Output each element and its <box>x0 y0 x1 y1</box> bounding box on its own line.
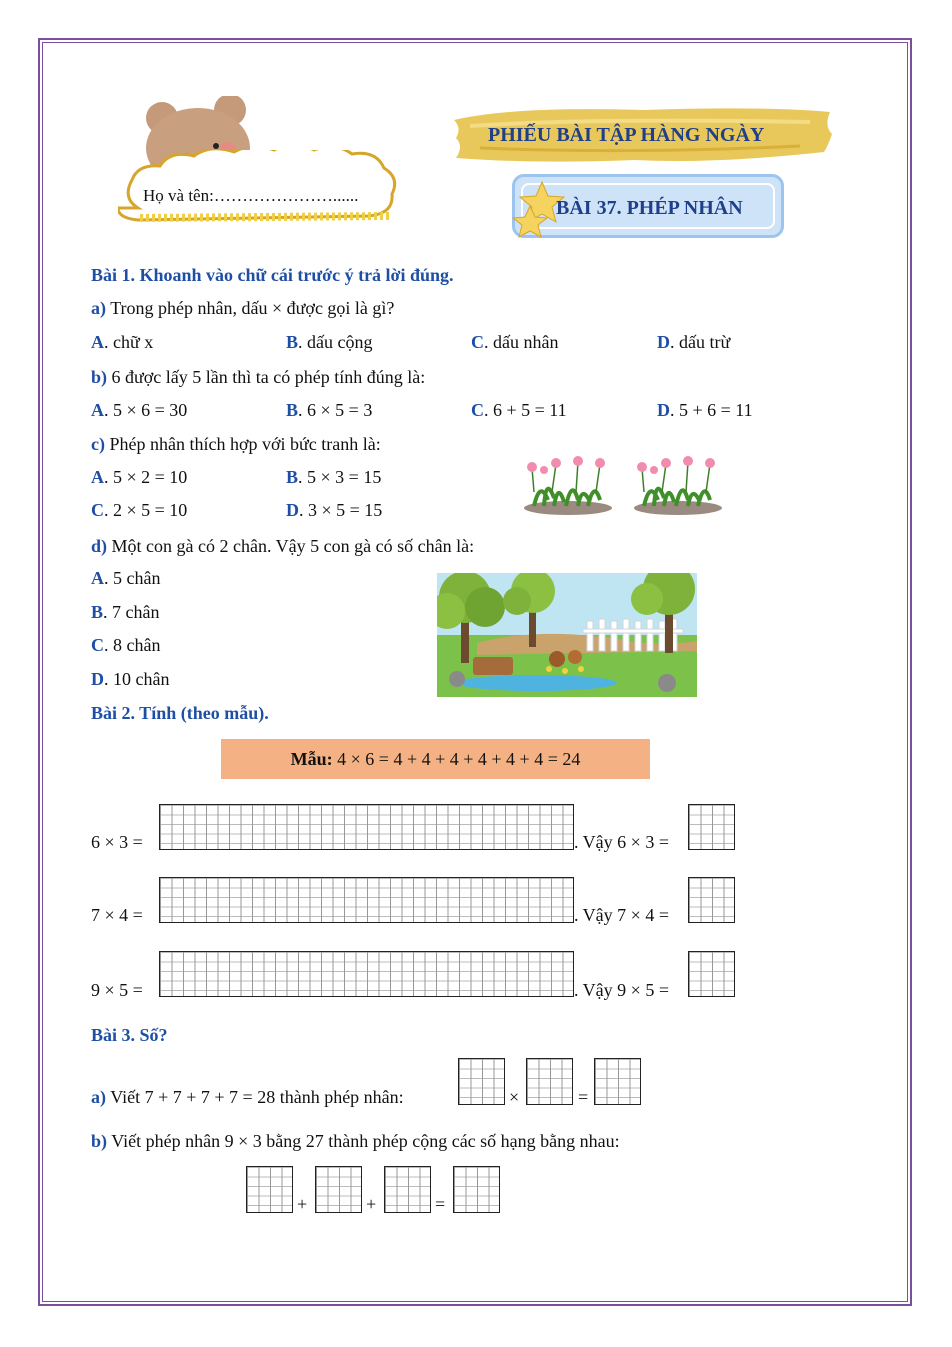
sample-box <box>221 739 650 779</box>
times-sign: × <box>509 1087 520 1107</box>
bai3-b-addend3-box[interactable] <box>384 1166 431 1213</box>
bai1-title: Bài 1. Khoanh vào chữ cái trước ý trả lời đúng. <box>91 265 454 285</box>
bai2-row1-result-box[interactable] <box>688 804 735 850</box>
plus-sign-2: + <box>366 1194 377 1214</box>
bai2-row2-suffix: . Vậy 7 × 4 = <box>574 905 669 925</box>
bai3-a-factor1-box[interactable] <box>458 1058 505 1105</box>
bai2-row1-expr: 6 × 3 = <box>91 832 143 852</box>
option-d-A[interactable]: A. 5 chân <box>91 568 161 588</box>
option-d-B[interactable]: B. 7 chân <box>91 602 160 622</box>
option-d-D[interactable]: D. 10 chân <box>91 669 170 689</box>
option-c-C[interactable]: C. 2 × 5 = 10 <box>91 500 188 520</box>
bai2-row2-result-box[interactable] <box>688 877 735 923</box>
question-d: d) Một con gà có 2 chân. Vậy 5 con gà có số chân là: <box>91 536 475 556</box>
plus-sign-1: + <box>297 1194 308 1214</box>
option-a-B[interactable]: B. dấu cộng <box>286 332 373 352</box>
bai2-row3-answer-grid[interactable] <box>159 951 574 997</box>
question-a: a) Trong phép nhân, dấu × được gọi là gì? <box>91 298 395 318</box>
option-b-D[interactable]: D. 5 + 6 = 11 <box>657 400 753 420</box>
bai2-row3-result-box[interactable] <box>688 951 735 997</box>
bai3-a-product-box[interactable] <box>594 1058 641 1105</box>
bai2-row2-answer-grid[interactable] <box>159 877 574 923</box>
farm-chickens-illustration <box>437 573 697 697</box>
bai3-b-addend2-box[interactable] <box>315 1166 362 1213</box>
question-b: b) 6 được lấy 5 lần thì ta có phép tính đúng là: <box>91 367 426 387</box>
option-a-C[interactable]: C. dấu nhân <box>471 332 559 352</box>
flower-pots-illustration <box>520 452 730 518</box>
sample-label: Mẫu: <box>290 749 333 769</box>
question-c: c) Phép nhân thích hợp với bức tranh là: <box>91 434 381 454</box>
bai3-a-factor2-box[interactable] <box>526 1058 573 1105</box>
option-c-B[interactable]: B. 5 × 3 = 15 <box>286 467 382 487</box>
option-c-D[interactable]: D. 3 × 5 = 15 <box>286 500 383 520</box>
option-b-A[interactable]: A. 5 × 6 = 30 <box>91 400 188 420</box>
bai2-row1-suffix: . Vậy 6 × 3 = <box>574 832 669 852</box>
option-d-C[interactable]: C. 8 chân <box>91 635 161 655</box>
bai3-a-text: a) Viết 7 + 7 + 7 + 7 = 28 thành phép nhân: <box>91 1087 404 1107</box>
option-a-D[interactable]: D. dấu trừ <box>657 332 731 352</box>
equals-sign: = <box>578 1087 589 1107</box>
bai3-title: Bài 3. Số? <box>91 1025 168 1045</box>
bai3-b-text: b) Viết phép nhân 9 × 3 bằng 27 thành phép cộng các số hạng bằng nhau: <box>91 1131 620 1151</box>
bai2-row3-expr: 9 × 5 = <box>91 980 143 1000</box>
banner-title: PHIẾU BÀI TẬP HÀNG NGÀY <box>488 124 765 146</box>
bai2-row1-answer-grid[interactable] <box>159 804 574 850</box>
option-b-C[interactable]: C. 6 + 5 = 11 <box>471 400 567 420</box>
sample-text: 4 × 6 = 4 + 4 + 4 + 4 + 4 + 4 = 24 <box>337 749 581 769</box>
bai3-b-addend1-box[interactable] <box>246 1166 293 1213</box>
option-b-B[interactable]: B. 6 × 5 = 3 <box>286 400 373 420</box>
bai2-row2-expr: 7 × 4 = <box>91 905 143 925</box>
option-c-A[interactable]: A. 5 × 2 = 10 <box>91 467 188 487</box>
lesson-title: BÀI 37. PHÉP NHÂN <box>556 197 743 219</box>
option-a-A[interactable]: A. chữ x <box>91 332 154 352</box>
name-field-label[interactable]: Họ và tên:…………………...... <box>143 186 359 205</box>
bai3-b-sum-box[interactable] <box>453 1166 500 1213</box>
bai2-title: Bài 2. Tính (theo mẫu). <box>91 703 269 723</box>
equals-sign-b: = <box>435 1194 446 1214</box>
bai2-row3-suffix: . Vậy 9 × 5 = <box>574 980 669 1000</box>
